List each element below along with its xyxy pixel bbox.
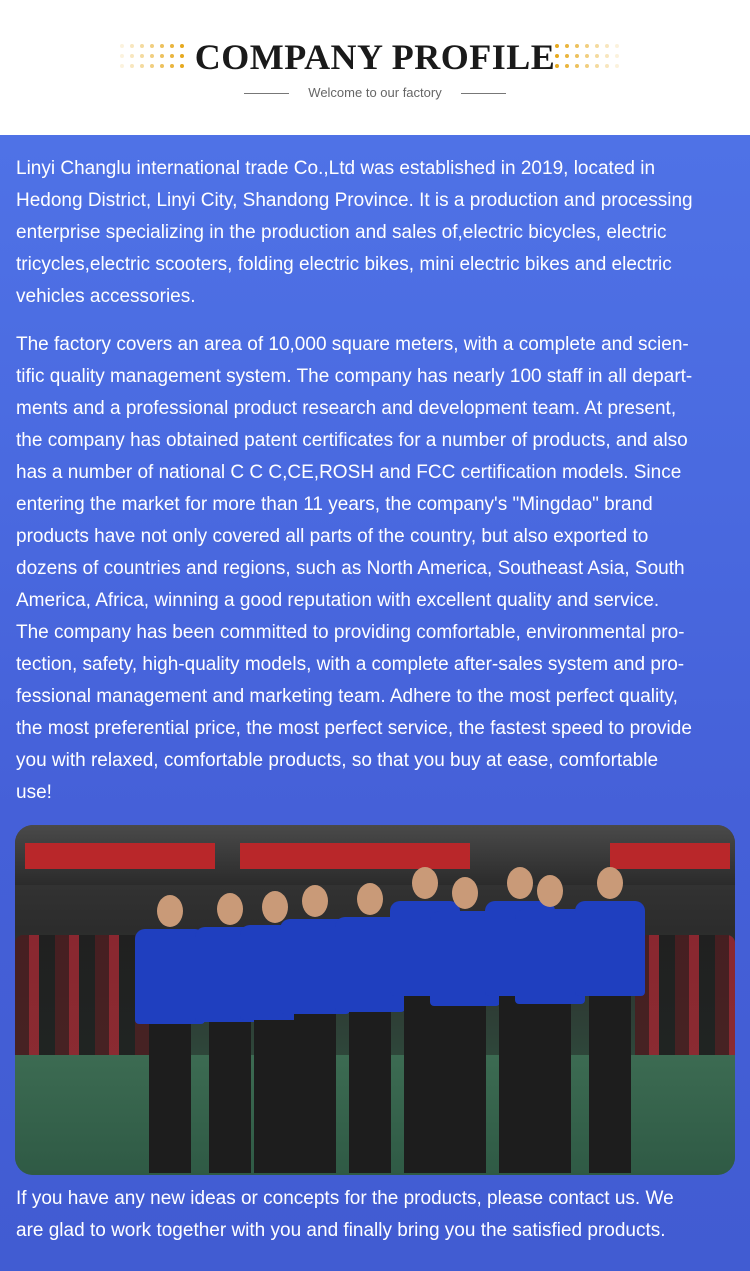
team-photo: [15, 825, 735, 1175]
team-member-shirt: [575, 901, 645, 996]
team-member-head: [357, 883, 383, 915]
team-member-head: [507, 867, 533, 899]
dot: [575, 44, 579, 48]
team-member-head: [302, 885, 328, 917]
subtitle-row: [0, 85, 750, 100]
team-member-legs: [404, 995, 446, 1173]
decorative-dots-right: [555, 44, 629, 74]
team-member-legs: [149, 1023, 191, 1173]
dot: [575, 54, 579, 58]
dot: [585, 44, 589, 48]
header: [0, 0, 750, 135]
team-member-legs: [294, 1013, 336, 1173]
dot: [585, 64, 589, 68]
dot: [595, 44, 599, 48]
dot: [605, 64, 609, 68]
team-member-head: [597, 867, 623, 899]
factory-paragraph: The factory covers an area of 10,000 square meters, with a complete and scien- tific quality management system. The company has nearly 100 staff in all depart- ments and a professional product research and development team. At present, the company has obtained patent certificates for a number of products, and also has a number of national C C C,CE,ROSH and FCC certification models. Since entering the market for more than 11 years, the company's "Mingdao" brand products have not only covered all parts of the country, but also exported to dozens of countries and regions, such as North America, Southeast Asia, South America, Africa, winning a good reputation with excellent quality and service. The company has been committed to providing comfortable, environmental pro- tection, safety, high-quality models, with a complete after-sales system and pro- fessional management and marketing team. Adhere to the most perfect quality, the most preferential price, the most perfect service, the fastest speed to provide you with relaxed, comfortable products, so that you buy at ease, comfortable use!: [16, 334, 693, 803]
team-member-head: [452, 877, 478, 909]
team-member-head: [262, 891, 288, 923]
dot: [565, 54, 569, 58]
dot: [615, 54, 619, 58]
dot: [615, 44, 619, 48]
page-subtitle: Welcome to our factory: [308, 85, 442, 100]
dot: [565, 44, 569, 48]
dot: [615, 64, 619, 68]
photo-banner: [25, 843, 215, 869]
dot: [585, 54, 589, 58]
team-member-head: [412, 867, 438, 899]
team-member-legs: [444, 1005, 486, 1173]
divider-left: [244, 93, 289, 94]
dot: [605, 54, 609, 58]
team-member-legs: [209, 1021, 251, 1173]
team-member-head: [157, 895, 183, 927]
page-title: COMPANY PROFILE: [194, 37, 556, 77]
team-member-legs: [589, 995, 631, 1173]
dot: [555, 54, 559, 58]
team-member-legs: [349, 1011, 391, 1173]
dot: [595, 54, 599, 58]
dot: [595, 64, 599, 68]
dot: [605, 44, 609, 48]
contact-paragraph: If you have any new ideas or concepts for the products, please contact us. We are glad to work together with you and finally bring you the satisfied products.: [16, 1188, 674, 1241]
dot: [575, 64, 579, 68]
team-member-legs: [529, 1003, 571, 1173]
team-member-head: [217, 893, 243, 925]
dot: [555, 64, 559, 68]
team-member-head: [537, 875, 563, 907]
divider-right: [461, 93, 506, 94]
dot: [565, 64, 569, 68]
photo-banner: [240, 843, 470, 869]
photo-banner: [610, 843, 730, 869]
team-member-legs: [254, 1019, 296, 1173]
dot: [555, 44, 559, 48]
profile-panel: [0, 135, 750, 1271]
intro-paragraph: Linyi Changlu international trade Co.,Ltd was established in 2019, located in Hedong District, Linyi City, Shandong Province. It is a production and processing enterprise specializing in the production and sales of,electric bicycles, electric tricycles,electric scooters, folding electric bikes, mini electric bikes and electric vehicles accessories.: [16, 158, 693, 307]
